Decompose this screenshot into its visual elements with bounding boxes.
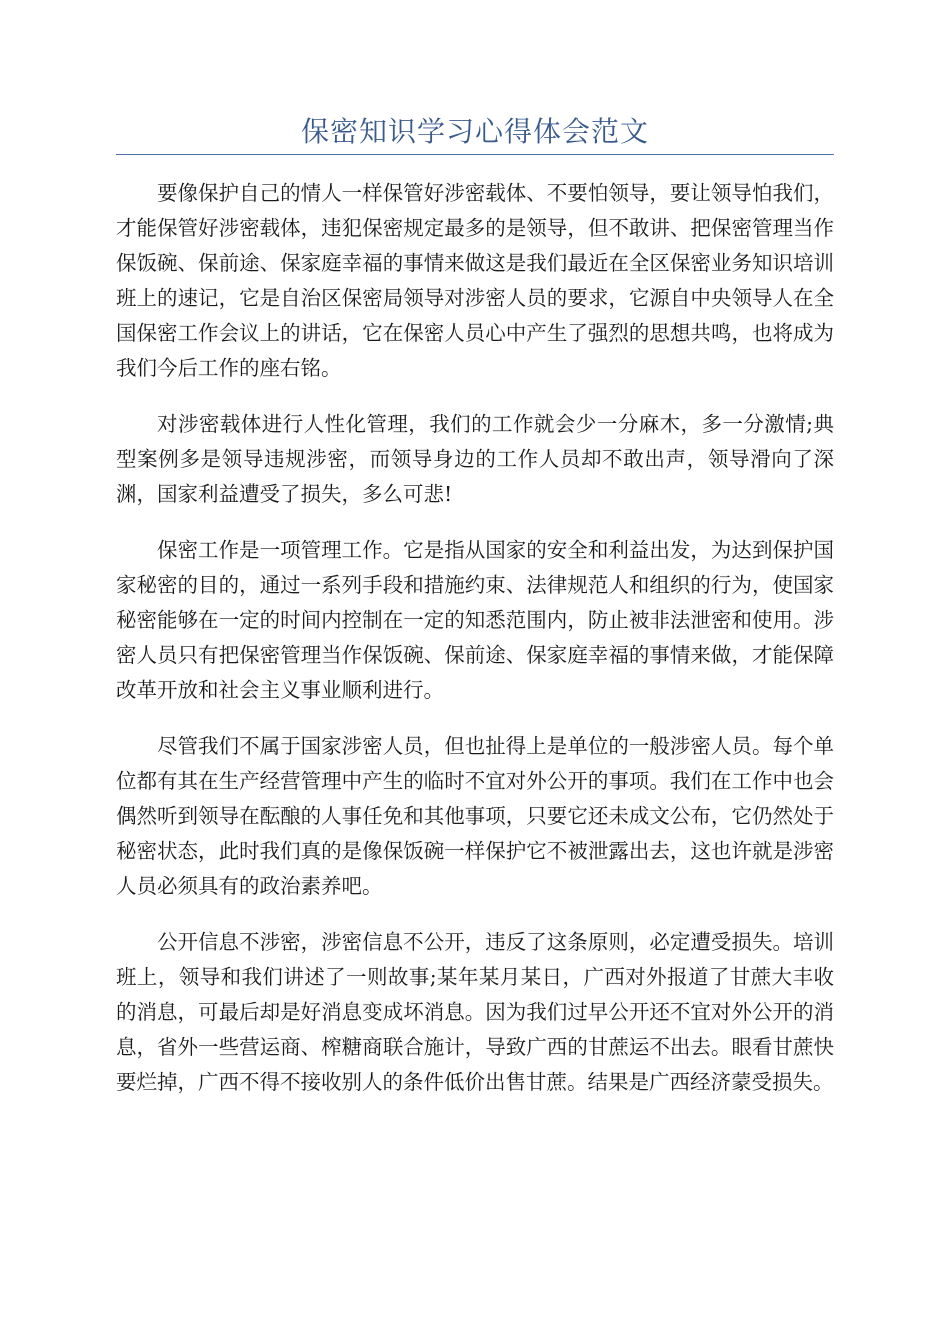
body-paragraph: 公开信息不涉密，涉密信息不公开，违反了这条原则，必定遭受损失。培训班上，领导和我们讲述了一则故事;某年某月某日，广西对外报道了甘蔗大丰收的消息，可最后却是好消息变成坏消息。因为我们过早公开还不宜对外公开的消息，省外一些营运商、榨糖商联合施计，导致广西的甘蔗运不出去。眼看甘蔗快要烂掉，广西不得不接收别人的条件低价出售甘蔗。结果是广西经济蒙受损失。	[116, 930, 834, 1094]
title-underline-divider	[116, 154, 834, 155]
document-title: 保密知识学习心得体会范文	[300, 115, 649, 148]
body-paragraph: 尽管我们不属于国家涉密人员，但也扯得上是单位的一般涉密人员。每个单位都有其在生产经营管理中产生的临时不宜对外公开的事项。我们在工作中也会偶然听到领导在酝酿的人事任免和其他事项，只要它还未成文公布，它仍然处于秘密状态，此时我们真的是像保饭碗一样保护它不被泄露出去，这也许就是涉密人员必须具有的政治素养吧。	[116, 734, 834, 898]
body-paragraph: 对涉密载体进行人性化管理，我们的工作就会少一分麻木，多一分激情;典型案例多是领导违规涉密，而领导身边的工作人员却不敢出声，领导滑向了深渊，国家利益遭受了损失，多么可悲!	[116, 412, 834, 506]
body-paragraph: 保密工作是一项管理工作。它是指从国家的安全和利益出发，为达到保护国家秘密的目的，通过一系列手段和措施约束、法律规范人和组织的行为，使国家秘密能够在一定的时间内控制在一定的知悉范围内，防止被非法泄密和使用。涉密人员只有把保密管理当作保饭碗、保前途、保家庭幸福的事情来做，才能保障改革开放和社会主义事业顺利进行。	[116, 538, 834, 702]
document-body	[116, 176, 834, 1121]
body-paragraph: 要像保护自己的情人一样保管好涉密载体、不要怕领导，要让领导怕我们，才能保管好涉密载体，违犯保密规定最多的是领导，但不敢讲、把保密管理当作保饭碗、保前途、保家庭幸福的事情来做这是我们最近在全区保密业务知识培训班上的速记，它是自治区保密局领导对涉密人员的要求，它源自中央领导人在全国保密工作会议上的讲话，它在保密人员心中产生了强烈的思想共鸣，也将成为我们今后工作的座右铭。	[116, 181, 834, 380]
